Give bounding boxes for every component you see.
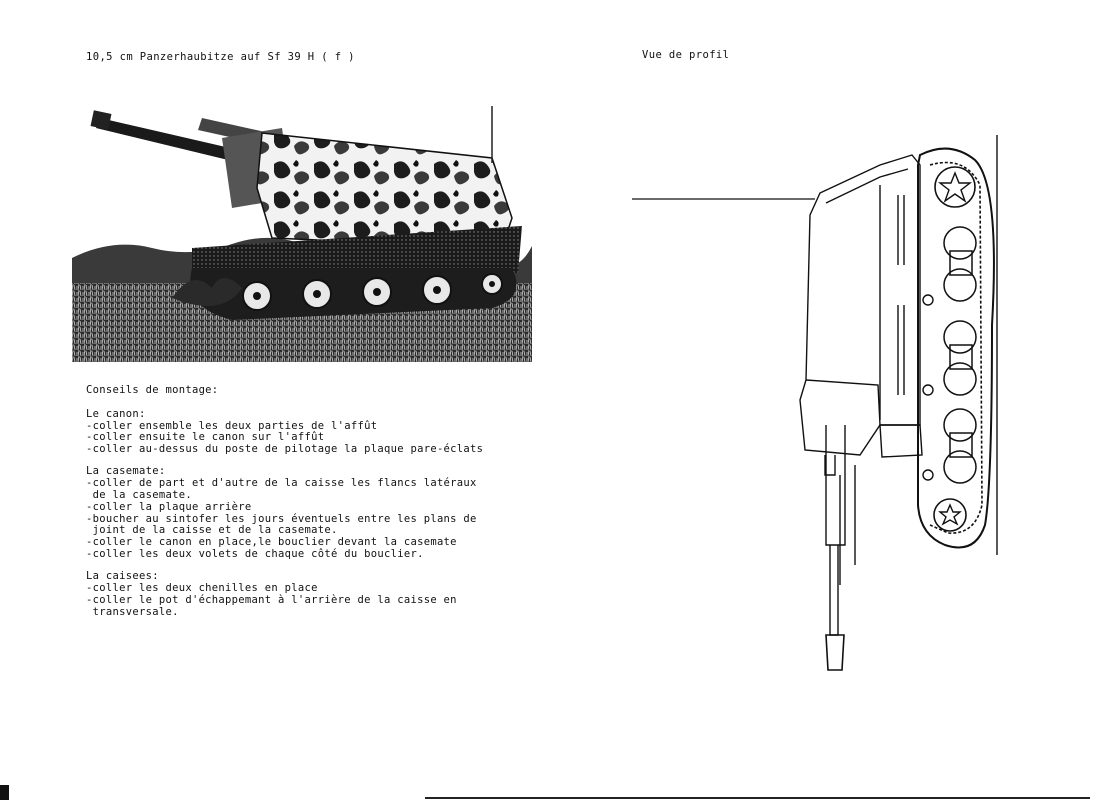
- instruction-line: -coller le canon en place,le bouclier devant la casemate: [86, 536, 457, 549]
- view-heading: Vue de profil: [642, 49, 730, 61]
- instruction-line: -boucher au sintofer les jours éventuels entre les plans de: [86, 512, 477, 525]
- instruction-line: -coller ensemble les deux parties de l'affût: [86, 419, 378, 432]
- section-caisse: [86, 571, 526, 618]
- section-title: Le canon:: [86, 407, 146, 420]
- bottom-rule: [425, 797, 1090, 799]
- page-title: 10,5 cm Panzerhaubitze auf Sf 39 H ( f ): [86, 51, 355, 63]
- instruction-line: -coller au-dessus du poste de pilotage la plaque pare-éclats: [86, 443, 484, 456]
- instruction-line: transversale.: [86, 605, 179, 618]
- instruction-line: de la casemate.: [86, 489, 192, 502]
- assembly-instructions: [86, 385, 526, 619]
- instruction-line: -coller le pot d'échappemant à l'arrière de la caisse en: [86, 593, 457, 606]
- tank-photo: [72, 98, 532, 362]
- instruction-line: -coller les deux chenilles en place: [86, 582, 318, 595]
- instruction-line: -coller la plaque arrière: [86, 500, 252, 513]
- section-title: La caisees:: [86, 570, 159, 583]
- instruction-line: joint de la caisse et de la casemate.: [86, 524, 338, 537]
- section-title: La casemate:: [86, 465, 166, 478]
- section-canon: [86, 409, 526, 456]
- instruction-line: -coller ensuite le canon sur l'affût: [86, 431, 325, 444]
- section-casemate: [86, 466, 526, 560]
- instructions-heading: Conseils de montage:: [86, 384, 219, 396]
- instruction-line: -coller les deux volets de chaque côté du bouclier.: [86, 548, 424, 561]
- instruction-line: -coller de part et d'autre de la caisse les flancs latéraux: [86, 477, 477, 490]
- profile-line-drawing: [630, 125, 1010, 685]
- corner-mark: [0, 785, 9, 800]
